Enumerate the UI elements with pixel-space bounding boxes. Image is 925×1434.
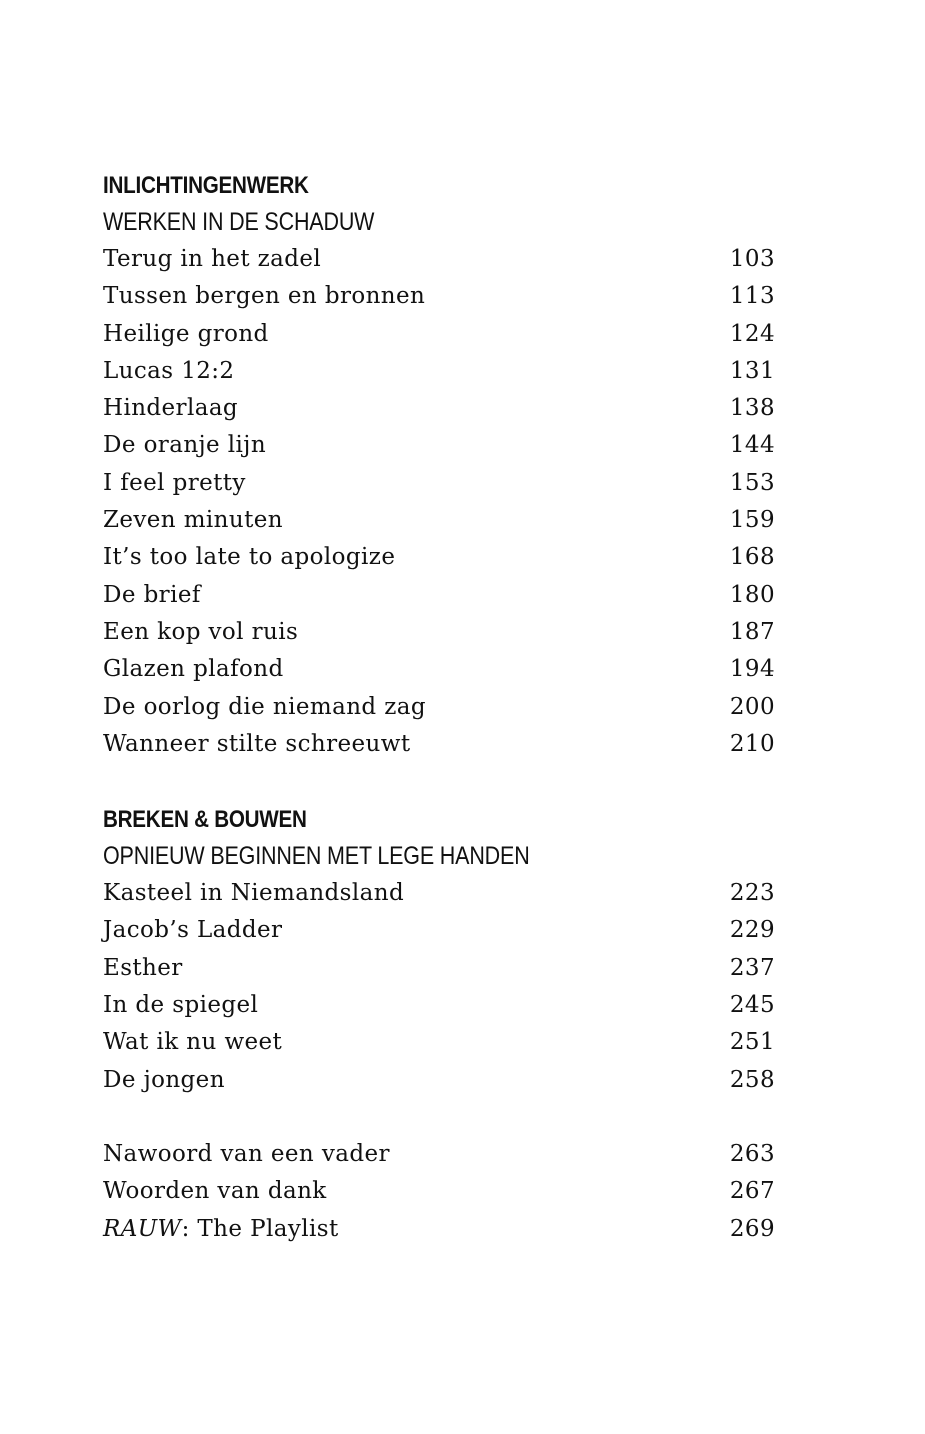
toc-entry[interactable] xyxy=(103,539,775,576)
toc-entry[interactable] xyxy=(103,577,775,614)
toc-entry[interactable] xyxy=(103,651,775,688)
entry-page-number: 180 xyxy=(729,581,775,608)
entry-page-number: 263 xyxy=(729,1140,775,1167)
entry-page-number: 103 xyxy=(729,246,775,272)
entry-title: De brief xyxy=(103,581,201,608)
entry-page-number: 187 xyxy=(729,618,775,645)
toc-entry[interactable] xyxy=(103,614,775,651)
toc-entry[interactable] xyxy=(103,241,775,278)
entry-page-number: 153 xyxy=(729,469,775,496)
toc-entry[interactable] xyxy=(103,726,775,763)
table-of-contents xyxy=(103,167,775,1248)
entry-page-number: 124 xyxy=(729,320,775,347)
entry-title-italic: RAUW xyxy=(103,1215,182,1242)
toc-entry[interactable] xyxy=(103,1173,775,1210)
entry-title: Jacob’s Ladder xyxy=(103,917,283,944)
toc-entry[interactable] xyxy=(103,502,775,539)
entry-title: Nawoord van een vader xyxy=(103,1140,390,1167)
toc-entry[interactable] xyxy=(103,465,775,502)
entry-page-number: 245 xyxy=(729,992,775,1019)
entry-title: Esther xyxy=(103,954,183,981)
section-breken-en-bouwen xyxy=(103,801,775,1099)
entry-page-number: 251 xyxy=(729,1029,775,1056)
toc-entry[interactable] xyxy=(103,1024,775,1061)
toc-entry[interactable] xyxy=(103,875,775,912)
entry-title: Terug in het zadel xyxy=(103,246,322,272)
toc-entry[interactable] xyxy=(103,353,775,390)
entry-title: Heilige grond xyxy=(103,320,269,347)
entry-title: De oranje lijn xyxy=(103,432,267,459)
entry-title: De jongen xyxy=(103,1066,225,1093)
toc-entry[interactable] xyxy=(103,1062,775,1099)
entry-page-number: 138 xyxy=(729,395,775,422)
toc-entry[interactable] xyxy=(103,390,775,427)
section-backmatter xyxy=(103,1136,775,1248)
entry-page-number: 210 xyxy=(729,730,775,757)
part-subtitle: OPNIEUW BEGINNEN MET LEGE HANDEN xyxy=(103,842,530,871)
toc-entry[interactable] xyxy=(103,427,775,464)
entry-page-number: 131 xyxy=(729,357,775,384)
section-spacer xyxy=(103,763,775,801)
entry-page-number: 223 xyxy=(729,880,775,907)
entry-page-number: 258 xyxy=(729,1066,775,1093)
toc-entry[interactable] xyxy=(103,950,775,987)
entry-title: Woorden van dank xyxy=(103,1178,327,1205)
part-subtitle: WERKEN IN DE SCHADUW xyxy=(103,208,375,236)
entry-page-number: 229 xyxy=(729,917,775,944)
entry-title xyxy=(103,1211,339,1248)
entry-title: De oorlog die niemand zag xyxy=(103,693,426,720)
toc-entry[interactable] xyxy=(103,1211,775,1248)
entry-title: In de spiegel xyxy=(103,992,259,1019)
entry-page-number: 168 xyxy=(729,544,775,571)
toc-entry[interactable] xyxy=(103,316,775,353)
toc-entry[interactable] xyxy=(103,689,775,726)
entry-title-rest: : The Playlist xyxy=(181,1215,339,1242)
entry-title: It’s too late to apologize xyxy=(103,544,396,571)
part-title: INLICHTINGENWERK xyxy=(103,172,309,199)
entry-title: Een kop vol ruis xyxy=(103,618,299,645)
entry-title: Wat ik nu weet xyxy=(103,1029,283,1056)
section-spacer xyxy=(103,1099,775,1136)
entry-title: Zeven minuten xyxy=(103,507,283,534)
entry-page-number: 200 xyxy=(729,693,775,720)
toc-entry[interactable] xyxy=(103,1136,775,1173)
entry-page-number: 194 xyxy=(729,656,775,683)
entry-title: Wanneer stilte schreeuwt xyxy=(103,730,411,757)
entry-title: Tussen bergen en bronnen xyxy=(103,283,426,310)
entry-page-number: 144 xyxy=(729,432,775,459)
entry-title: Hinderlaag xyxy=(103,395,239,422)
entry-title: Lucas 12:2 xyxy=(103,357,235,384)
entry-page-number: 159 xyxy=(729,507,775,534)
toc-entry[interactable] xyxy=(103,912,775,949)
toc-entry[interactable] xyxy=(103,987,775,1024)
toc-entry[interactable] xyxy=(103,278,775,315)
entry-title: Kasteel in Niemandsland xyxy=(103,880,405,907)
part-title: BREKEN & BOUWEN xyxy=(103,806,307,834)
entry-page-number: 267 xyxy=(729,1178,775,1205)
section-inlichtingenwerk xyxy=(103,167,775,763)
entry-page-number: 113 xyxy=(729,283,775,310)
entry-page-number: 269 xyxy=(729,1215,775,1242)
entry-title: I feel pretty xyxy=(103,469,246,496)
entry-title: Glazen plafond xyxy=(103,656,284,683)
entry-page-number: 237 xyxy=(729,954,775,981)
